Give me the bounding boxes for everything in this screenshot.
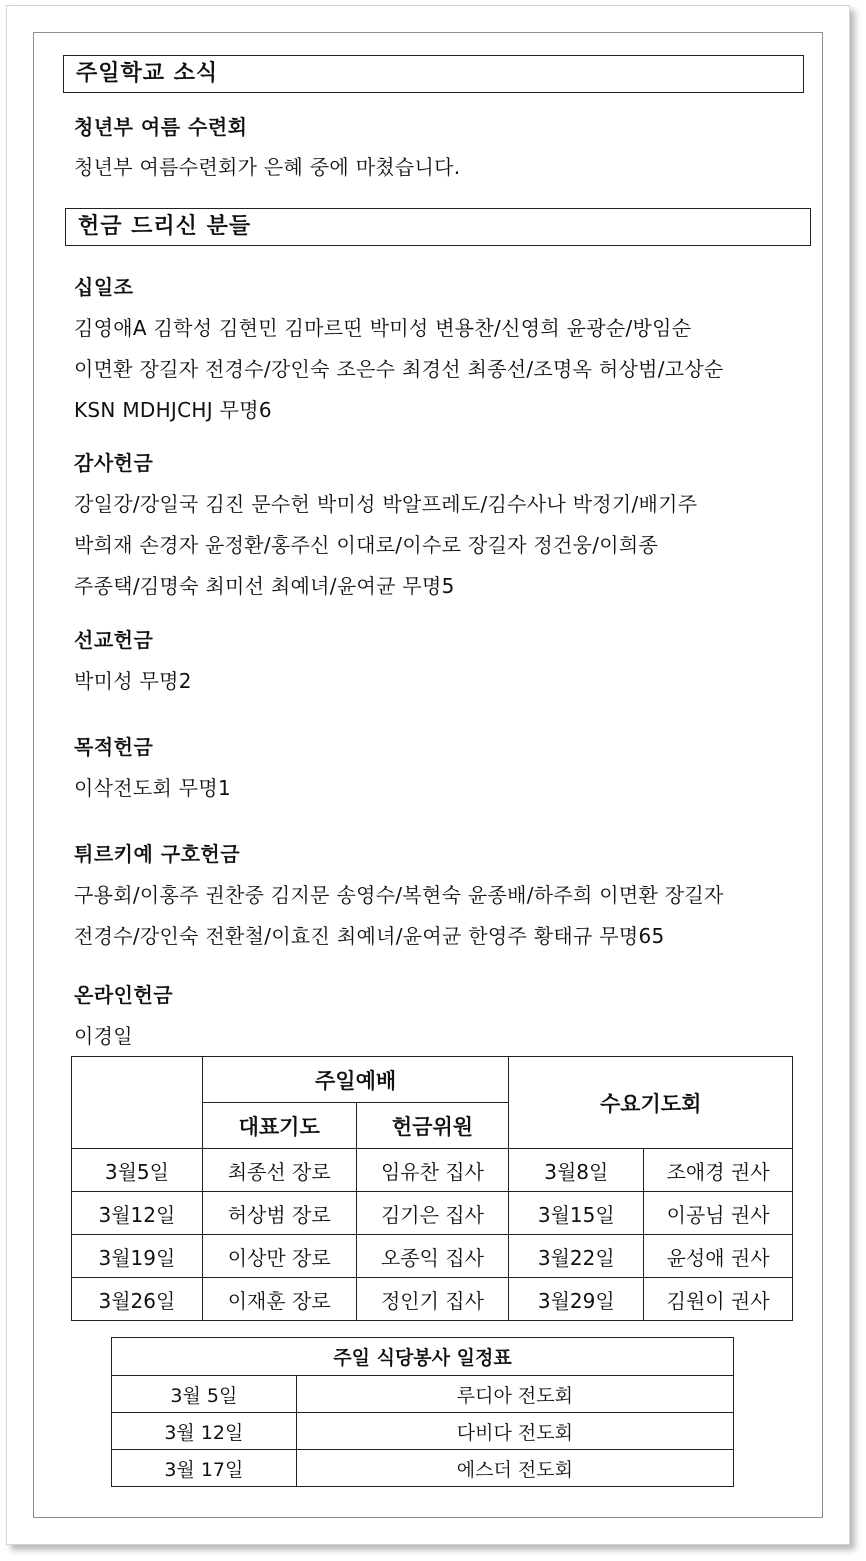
sunday-date: 3월26일	[72, 1278, 203, 1321]
content-frame	[33, 32, 823, 1518]
table-row	[112, 1376, 734, 1413]
donor-line: 주종택/김명숙 최미선 최예녀/윤여균 무명5	[74, 574, 455, 598]
news-text: 청년부 여름수련회가 은혜 중에 마쳤습니다.	[74, 155, 461, 179]
table-row	[72, 1192, 793, 1235]
section-title-offering: 헌금 드리신 분들	[65, 208, 811, 246]
wednesday-date: 3월15일	[509, 1192, 644, 1235]
offering-member: 임유찬 집사	[356, 1149, 509, 1192]
table-row	[72, 1235, 793, 1278]
table-row	[112, 1450, 734, 1487]
schedule-corner-cell	[72, 1057, 203, 1149]
news-heading: 청년부 여름 수련회	[74, 115, 248, 139]
meal-group: 다비다 전도회	[296, 1413, 733, 1450]
prayer-leader: 허상범 장로	[202, 1192, 356, 1235]
meal-date: 3월 5일	[112, 1376, 297, 1413]
offering-group-turkey-relief	[74, 838, 802, 949]
meal-group: 루디아 전도회	[296, 1376, 733, 1413]
offering-member: 오종익 집사	[356, 1235, 509, 1278]
group-heading: 감사헌금	[74, 451, 154, 475]
header-rep-prayer: 대표기도	[202, 1103, 356, 1149]
donor-line: 이삭전도회 무명1	[74, 776, 232, 800]
meal-service-table	[111, 1337, 734, 1487]
table-row	[72, 1278, 793, 1321]
sunday-date: 3월5일	[72, 1149, 203, 1192]
table-row	[72, 1149, 793, 1192]
meal-group: 에스더 전도회	[296, 1450, 733, 1487]
offering-group-missions	[74, 624, 802, 694]
group-heading: 튀르키예 구호헌금	[74, 842, 241, 866]
prayer-leader: 이상만 장로	[202, 1235, 356, 1278]
wednesday-leader: 조애경 권사	[644, 1149, 793, 1192]
donor-line: 이면환 장길자 전경수/강인숙 조은수 최경선 최종선/조명옥 허상범/고상순	[74, 357, 724, 381]
offering-group-tithe	[74, 271, 802, 423]
group-heading: 십일조	[74, 275, 134, 299]
donor-line: 전경수/강인숙 전환철/이효진 최예녀/윤여균 한영주 황태규 무명65	[74, 924, 665, 948]
sunday-date: 3월19일	[72, 1235, 203, 1278]
table-row	[112, 1413, 734, 1450]
header-sunday-worship: 주일예배	[202, 1057, 509, 1103]
section-title-sunday-school: 주일학교 소식	[63, 55, 804, 93]
wednesday-date: 3월29일	[509, 1278, 644, 1321]
offering-group-thanks	[74, 447, 802, 599]
offering-group-online	[74, 979, 802, 1049]
sunday-school-news	[74, 111, 802, 180]
wednesday-leader: 윤성애 권사	[644, 1235, 793, 1278]
header-offering-committee: 헌금위원	[356, 1103, 509, 1149]
donor-line: 박희재 손경자 윤정환/홍주신 이대로/이수로 장길자 정건웅/이희종	[74, 533, 659, 557]
wednesday-leader: 이공님 권사	[644, 1192, 793, 1235]
meal-date: 3월 12일	[112, 1413, 297, 1450]
offering-member: 김기은 집사	[356, 1192, 509, 1235]
wednesday-leader: 김원이 권사	[644, 1278, 793, 1321]
offering-member: 정인기 집사	[356, 1278, 509, 1321]
group-heading: 목적헌금	[74, 735, 154, 759]
meal-service-title: 주일 식당봉사 일정표	[112, 1338, 734, 1376]
donor-line: 박미성 무명2	[74, 669, 192, 693]
group-heading: 선교헌금	[74, 628, 154, 652]
sunday-date: 3월12일	[72, 1192, 203, 1235]
group-heading: 온라인헌금	[74, 983, 174, 1007]
donor-line: 강일강/강일국 김진 문수헌 박미성 박알프레도/김수사나 박정기/배기주	[74, 492, 698, 516]
bulletin-page	[6, 5, 850, 1545]
wednesday-date: 3월8일	[509, 1149, 644, 1192]
donor-line: KSN MDHJCHJ 무명6	[74, 398, 272, 422]
wednesday-date: 3월22일	[509, 1235, 644, 1278]
prayer-leader: 이재훈 장로	[202, 1278, 356, 1321]
offering-group-designated	[74, 731, 802, 801]
header-wednesday-prayer: 수요기도회	[509, 1057, 793, 1149]
prayer-leader: 최종선 장로	[202, 1149, 356, 1192]
donor-line: 구용회/이홍주 권찬중 김지문 송영수/복현숙 윤종배/하주희 이면환 장길자	[74, 883, 724, 907]
worship-schedule-table	[71, 1056, 793, 1321]
meal-date: 3월 17일	[112, 1450, 297, 1487]
donor-line: 김영애A 김학성 김현민 김마르띤 박미성 변용찬/신영희 윤광순/방임순	[74, 316, 692, 340]
donor-line: 이경일	[74, 1024, 133, 1048]
